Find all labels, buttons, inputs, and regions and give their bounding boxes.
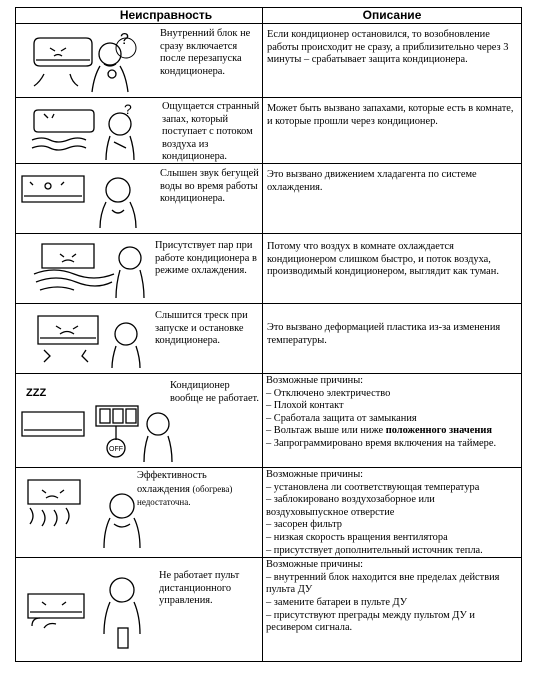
- fault-line: время работы: [197, 180, 258, 192]
- fault-line: бегущей воды во: [160, 168, 259, 192]
- fault-line: включается после: [160, 40, 238, 65]
- list-item: – засорен фильтр: [266, 519, 342, 531]
- fault-text: [155, 240, 262, 278]
- fault-cell: [16, 24, 263, 98]
- list-item: – Плохой контакт: [266, 400, 344, 412]
- fault-line: при работе: [155, 240, 253, 264]
- fault-line: вообще не: [170, 392, 216, 404]
- list-item: [266, 425, 518, 438]
- list-item: – Отключено электричество: [266, 387, 391, 399]
- list-item: – установлена ли соответствующая температура: [266, 481, 480, 493]
- table-row: [16, 558, 522, 662]
- svg-text:?: ?: [120, 31, 129, 48]
- voltage-bold: положенного значения: [385, 425, 492, 437]
- off-label: OFF: [109, 446, 123, 453]
- description-list: [263, 374, 521, 451]
- description-cell: [263, 304, 522, 374]
- fault-line: Слышен звук: [160, 168, 219, 179]
- description-text: Потому что воздух в комнате охлаждается кондиционером слишком быстро, и поток воздуха, производимый кондиционером, выглядит как туман.: [267, 241, 499, 278]
- header-fault: Неисправность: [16, 8, 263, 24]
- ac-smell-woman-illustration: [30, 102, 150, 162]
- svg-text:?: ?: [124, 102, 132, 117]
- fault-line: Не работает пульт: [159, 570, 240, 582]
- fault-line: не сразу: [160, 28, 251, 52]
- ac-not-working-illustration: [18, 378, 176, 464]
- list-item: воздуховыпускное отверстие: [266, 506, 395, 518]
- table-row: [16, 98, 522, 164]
- fault-line: управления.: [159, 595, 213, 607]
- description-text: Это вызвано движением хладагента по системе охлаждения.: [267, 169, 477, 193]
- fault-line: Внутренний блок: [160, 28, 238, 39]
- fault-cell: [16, 164, 263, 234]
- list-item: – Запрограммировано время включения на таймере.: [266, 437, 497, 449]
- fault-line-part-small: (обогрева): [192, 483, 233, 494]
- zzz-text: ZZZ: [26, 387, 47, 399]
- description-cell: [263, 164, 522, 234]
- list-item: ресивером сигнала.: [266, 622, 353, 634]
- fault-line: кондиционера в: [186, 252, 257, 264]
- desc-head: Возможные причины:: [266, 559, 364, 571]
- fault-line: кондиционера.: [160, 193, 226, 205]
- fault-text: [160, 168, 262, 206]
- fault-text: [137, 470, 262, 510]
- table-row: [16, 374, 522, 468]
- fault-text: [162, 101, 262, 164]
- description-cell: [263, 558, 522, 662]
- desc-head: Возможные причины:: [266, 469, 364, 480]
- fault-line: кондиционера.: [155, 335, 221, 347]
- list-item: – Сработала защита от замыкания: [266, 412, 417, 424]
- fault-cell: [16, 98, 263, 164]
- remote-not-working-illustration: [24, 568, 154, 658]
- fault-cell: [16, 374, 263, 468]
- table-row: [16, 234, 522, 304]
- fault-line: дистанционного: [159, 582, 232, 594]
- description-text: Это вызвано деформацией пластика из-за изменения температуры.: [267, 322, 501, 346]
- ac-weak-cooling-illustration: [22, 472, 150, 552]
- description-text: Если кондиционер остановился, то возобновление работы происходит не сразу, а приблизительно через 3 минуты – срабатывает защита кондиционера.: [267, 29, 509, 66]
- fault-line: Кондиционер: [170, 380, 230, 391]
- fault-cell: [16, 558, 263, 662]
- table-row: [16, 304, 522, 374]
- fault-cell: [16, 304, 263, 374]
- fault-line: недостаточна.: [137, 497, 191, 508]
- fault-line: Эффективность: [137, 470, 207, 481]
- fault-line: режиме охлаждения.: [155, 265, 247, 277]
- fault-cell: [16, 468, 263, 558]
- description-cell: [263, 234, 522, 304]
- fault-line: Присутствует пар: [155, 240, 234, 251]
- fault-line-part: охлаждения: [137, 483, 193, 495]
- fault-line: Ощущается: [162, 101, 214, 112]
- description-list: [263, 558, 521, 635]
- fault-text: [170, 380, 262, 405]
- fault-text: [160, 28, 262, 78]
- table-header-row: [16, 8, 522, 24]
- table-row: [16, 164, 522, 234]
- table-row: [16, 468, 522, 558]
- troubleshooting-table: [15, 7, 522, 662]
- fault-text: [155, 310, 262, 348]
- list-item: – присутствуют преграды между пультом ДУ и: [266, 609, 475, 621]
- desc-head: Возможные причины:: [266, 375, 364, 386]
- ac-crack-sound-illustration: [30, 308, 150, 370]
- fault-cell: [16, 234, 263, 304]
- ac-steam-illustration: [30, 238, 150, 302]
- fault-line: странный запах,: [162, 101, 260, 125]
- description-cell: [263, 98, 522, 164]
- fault-line: работает.: [218, 392, 259, 404]
- fault-text: [159, 570, 262, 608]
- description-cell: [263, 468, 522, 558]
- list-item: – внутренний блок находится вне пределах действия: [266, 571, 500, 583]
- description-cell: [263, 374, 522, 468]
- list-item: – присутствует дополнительный источник тепла.: [266, 544, 483, 556]
- description-list: [263, 468, 521, 557]
- fault-line: запуске и остановке: [155, 322, 244, 334]
- list-item: пульта ДУ: [266, 584, 313, 596]
- ac-thinking-man-illustration: [30, 30, 140, 94]
- fault-line: перезапуска: [188, 53, 242, 65]
- header-description: Описание: [263, 8, 522, 24]
- description-text: Может быть вызвано запахами, которые есть в комнате, и которые прошли через кондиционер.: [267, 103, 514, 127]
- fault-line: который поступает: [162, 113, 229, 138]
- ac-water-sound-illustration: [18, 168, 150, 230]
- list-item: – заблокировано воздухозаборное или: [266, 494, 435, 506]
- fault-line: с потоком воздуха: [162, 126, 253, 150]
- list-item: – низкая скорость вращения вентилятора: [266, 531, 448, 543]
- voltage-text: – Вольтаж выше или ниже: [266, 425, 386, 437]
- list-item: – замените батареи в пульте ДУ: [266, 596, 408, 608]
- fault-line: из кондиционера.: [162, 138, 228, 163]
- description-cell: [263, 24, 522, 98]
- fault-line: [137, 484, 232, 495]
- table-row: [16, 24, 522, 98]
- fault-line: Слышится треск при: [155, 310, 248, 321]
- fault-line: кондиционера.: [160, 65, 226, 77]
